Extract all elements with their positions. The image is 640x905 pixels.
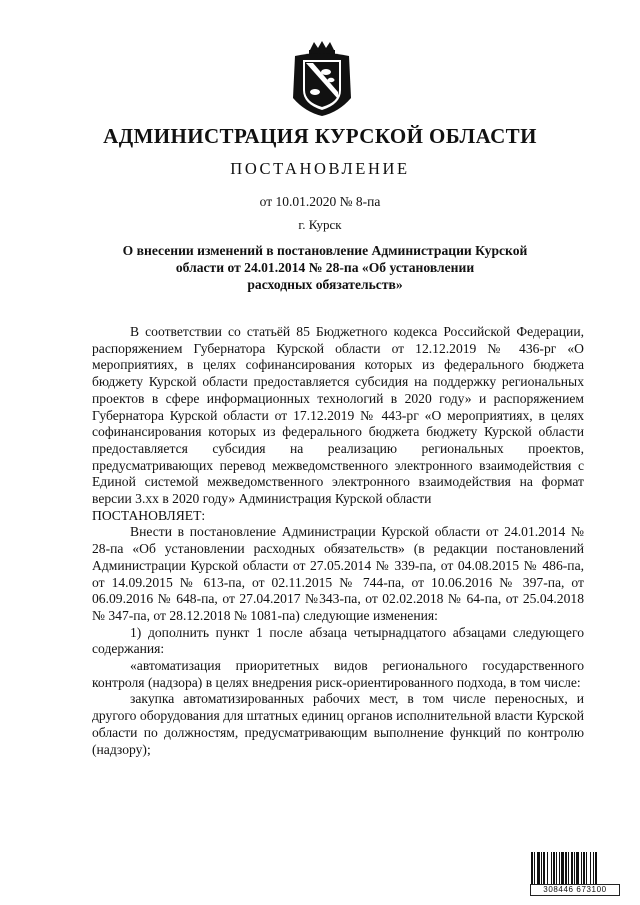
barcode-number: 308446 673100: [530, 884, 620, 896]
body-paragraph: Внести в постановление Администрации Курской области от 24.01.2014 № 28-па «Об установлении расходных обязательств» (в редакции постановлений Администрации Курской области от 27.05.2014 № 339-па, от 04.08.2015 № 486-па, от 14.09.2015 № 613-па, от 02.11.2015 № 744-па, от 10.06.2016 № 397-па, от 06.09.2016 № 648-па, от 27.04.2017 №343-па, от 02.02.2018 № 64-па, от 25.04.2018 № 347-па, от 28.12.2018 № 1081-па) следующие изменения:: [92, 524, 584, 623]
barcode-icon: [530, 852, 620, 884]
body-paragraph: «автоматизация приоритетных видов регионального государственного контроля (надзора) в целях внедрения риск-ориентированного подхода, в том числе:: [92, 658, 584, 690]
body-paragraph: В соответствии со статьёй 85 Бюджетного кодекса Российской Федерации, распоряжением Губернатора Курской области от 12.12.2019 № 436-рг «О мероприятиях, в целях софинансирования которых из федерального бюджета бюджету Курской области предоставляется субсидия на поддержку региональных проектов в сфере информационных технологий в 2020 году» и распоряжением Губернатора Курской области от 17.12.2019 № 443-рг «О мероприятиях, в целях софинансирования которых из федерального бюджета бюджету Курской области предоставляется субсидия на реализацию региональных проектов, предусматривающих перевод межведомственного электронного взаимодействия с Единой системой межведомственного электронного взаимодействия на формат версии 3.хх в 2020 году» Администрация Курской области: [92, 324, 584, 507]
subject-line: расходных обязательств»: [247, 277, 403, 292]
document-type: ПОСТАНОВЛЕНИЕ: [230, 159, 410, 178]
org-title: АДМИНИСТРАЦИЯ КУРСКОЙ ОБЛАСТИ: [103, 124, 537, 148]
resolves-heading: ПОСТАНОВЛЯЕТ:: [92, 507, 206, 523]
document-date-number: от 10.01.2020 № 8-па: [259, 194, 381, 209]
subject-line: О внесении изменений в постановление Администрации Курской: [122, 243, 528, 258]
body-paragraph: 1) дополнить пункт 1 после абзаца четырнадцатого абзацами следующего содержания:: [92, 624, 584, 657]
document-city: г. Курск: [298, 217, 342, 232]
body-paragraph: закупка автоматизированных рабочих мест, в том числе переносных, и другого оборудования для штатных единиц органов исполнительной власти Курской области по должностям, предусматривающим выполнение функций по контролю (надзору);: [92, 691, 584, 757]
kursk-coat-of-arms-icon: [289, 40, 355, 118]
document-barcode: [530, 852, 620, 894]
document-body: [92, 324, 584, 758]
document-subject: [100, 242, 550, 293]
subject-line: области от 24.01.2014 № 28-па «Об установлении: [175, 260, 475, 275]
